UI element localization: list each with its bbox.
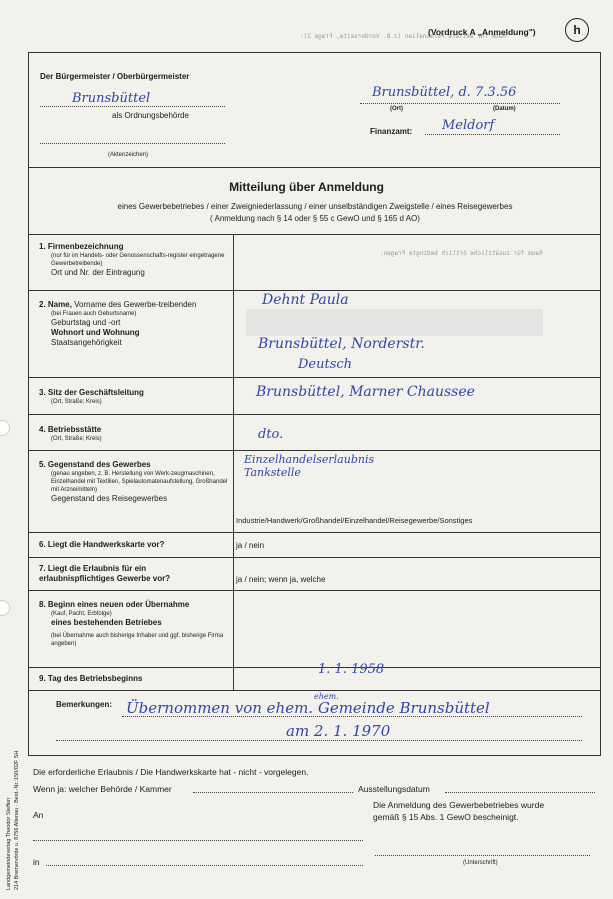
row-2-extra-2: Wohnort und Wohnung xyxy=(51,328,140,337)
authority-label: Der Bürgermeister / Oberbürgermeister xyxy=(40,72,190,81)
row-2-label xyxy=(39,300,229,348)
printer-info-2: 214 Bremervörde u. 8756 Altenau · Best.-Nr.:150/02F SH xyxy=(14,750,20,890)
row-4-sub: (Ort, Straße; Kreis) xyxy=(51,436,102,442)
row-5-title: Gegenstand des Gewerbes xyxy=(47,460,151,469)
row-7-answer: ja / nein; wenn ja, welche xyxy=(236,575,326,584)
row-5-extra: Gegenstand des Reisegewerbes xyxy=(51,494,168,503)
row-2-title: Name, xyxy=(47,300,72,309)
remarks-handwritten-small: ehem. xyxy=(314,692,339,701)
punch-hole-top xyxy=(0,420,10,436)
row-1-mirror-text: Raum für zusätzliche örtlich bedingte Fragen: xyxy=(380,250,543,257)
row-8-number: 8. xyxy=(39,600,46,609)
row-8-sub-2: (bei Übernahme auch bisherige Inhaber und ggf. bisherige Firma angeben) xyxy=(51,633,224,647)
tax-office-handwritten: Meldorf xyxy=(442,118,495,133)
row-4-title: Betriebsstätte xyxy=(47,425,102,434)
row-3-handwritten: Brunsbüttel, Marner Chaussee xyxy=(256,384,475,400)
file-reference-label: (Aktenzeichen) xyxy=(108,152,149,158)
place-label: (Ort) xyxy=(390,106,403,112)
row-9-label xyxy=(39,674,229,684)
form-subtitle-2: ( Anmeldung nach § 14 oder § 55 c GewO und § 165 d AO) xyxy=(210,214,420,223)
redacted-area xyxy=(246,309,543,336)
row-5-label xyxy=(39,460,229,504)
row-2-extra-3: Staatsangehörigkeit xyxy=(51,338,122,347)
authority-chamber-label: Wenn ja: welcher Behörde / Kammer xyxy=(33,784,172,794)
an-label: An xyxy=(33,810,44,820)
confirmation-line-1: Die Anmeldung des Gewerbebetriebes wurde xyxy=(373,800,545,810)
form-title: Mitteilung über Anmeldung xyxy=(229,180,384,194)
row-7-title: Liegt die Erlaubnis für ein erlaubnispflichtiges Gewerbe vor? xyxy=(39,564,171,583)
row-1-extra: Ort und Nr. der Eintragung xyxy=(51,268,145,277)
row-6-title: Liegt die Handwerkskarte vor? xyxy=(47,540,165,549)
row-5-categories: Industrie/Handwerk/Großhandel/Einzelhandel/Reisegewerbe/Sonstiges xyxy=(236,516,473,525)
row-9-title: Tag des Betriebsbeginns xyxy=(47,674,143,683)
row-8-title-2: eines bestehenden Betriebes xyxy=(51,618,162,627)
row-1-sub: (nur für im Handels- oder Genossenschafts-register eingetragene Gewerbetreibende) xyxy=(51,253,225,267)
authority-as-label: als Ordnungsbehörde xyxy=(112,111,189,120)
punch-hole-bottom xyxy=(0,600,10,616)
row-4-handwritten: dto. xyxy=(258,427,284,442)
signature-label: (Unterschrift) xyxy=(463,860,498,866)
row-2-title-rest: Vorname des Gewerbe-treibenden xyxy=(74,300,197,309)
row-2-sub: (bei Frauen auch Geburtsname) xyxy=(51,311,137,317)
row-4-number: 4. xyxy=(39,425,46,434)
form-subtitle-1: eines Gewerbebetriebes / einer Zweigniederlassung / einer unselbständigen Zweigstelle / eines Reisegewerbes xyxy=(117,202,513,211)
row-2-address-handwritten: Brunsbüttel, Norderstr. xyxy=(258,336,425,352)
row-3-label xyxy=(39,388,229,406)
row-5-handwritten-1: Einzelhandelserlaubnis xyxy=(244,453,375,466)
row-7-number: 7. xyxy=(39,564,46,573)
row-1-title: Firmenbezeichnung xyxy=(47,242,124,251)
row-5-number: 5. xyxy=(39,460,46,469)
permit-line: Die erforderliche Erlaubnis / Die Handwerkskarte hat - nicht - vorgelegen. xyxy=(33,767,309,777)
row-6-label xyxy=(39,540,229,550)
printer-info-1: Landgemeindeverlag Theodor Steffen xyxy=(6,797,12,890)
row-2-number: 2. xyxy=(39,300,46,309)
row-8-title: Beginn eines neuen oder Übernahme xyxy=(47,600,190,609)
row-1-label xyxy=(39,242,229,278)
form-variant-label: (Vordruck A „Anmeldung") xyxy=(428,27,536,37)
confirmation-line-2: gemäß § 15 Abs. 1 GewO bescheinigt. xyxy=(373,812,519,822)
row-2-nationality-handwritten: Deutsch xyxy=(298,357,353,372)
remarks-handwritten-1: Übernommen von ehem. Gemeinde Brunsbüttel xyxy=(126,699,490,717)
remarks-handwritten-2: am 2. 1. 1970 xyxy=(286,722,391,740)
row-8-label xyxy=(39,600,229,648)
row-2-name-handwritten: Dehnt Paula xyxy=(262,292,349,308)
authority-place-handwritten: Brunsbüttel xyxy=(72,91,151,106)
form-letter-badge: h xyxy=(565,18,589,42)
row-6-answer: ja / nein xyxy=(236,541,265,550)
row-8-sub: (Kauf, Pacht, Erbfolge) xyxy=(51,611,112,617)
row-5-sub: (genau angeben, z. B. Herstellung von Werk-zeugmaschinen, Einzelhandel mit Textilien, Spielautomatenaufstellung, Großhandel mit Arzneimitteln) xyxy=(51,471,228,493)
row-3-number: 3. xyxy=(39,388,46,397)
row-4-label xyxy=(39,425,229,443)
mirror-text-top: Raum für weitere Personalien (z.B. Vorderseite, Frage 2): xyxy=(300,33,506,40)
row-9-handwritten: 1. 1. 1958 xyxy=(318,662,385,677)
row-5-handwritten-2: Tankstelle xyxy=(244,466,301,479)
row-3-title: Sitz der Geschäftsleitung xyxy=(47,388,144,397)
row-9-number: 9. xyxy=(39,674,46,683)
tax-office-label: Finanzamt: xyxy=(370,127,413,136)
row-6-number: 6. xyxy=(39,540,46,549)
issue-date-label: Ausstellungsdatum xyxy=(358,784,430,794)
row-3-sub: (Ort, Straße; Kreis) xyxy=(51,399,102,405)
row-2-extra-1: Geburtstag und -ort xyxy=(51,318,121,327)
place-date-handwritten: Brunsbüttel, d. 7.3.56 xyxy=(372,85,517,100)
row-7-label xyxy=(39,564,219,584)
in-label: in xyxy=(33,857,40,867)
date-label: (Datum) xyxy=(493,106,516,112)
remarks-label: Bemerkungen: xyxy=(56,700,113,709)
row-1-number: 1. xyxy=(39,242,46,251)
